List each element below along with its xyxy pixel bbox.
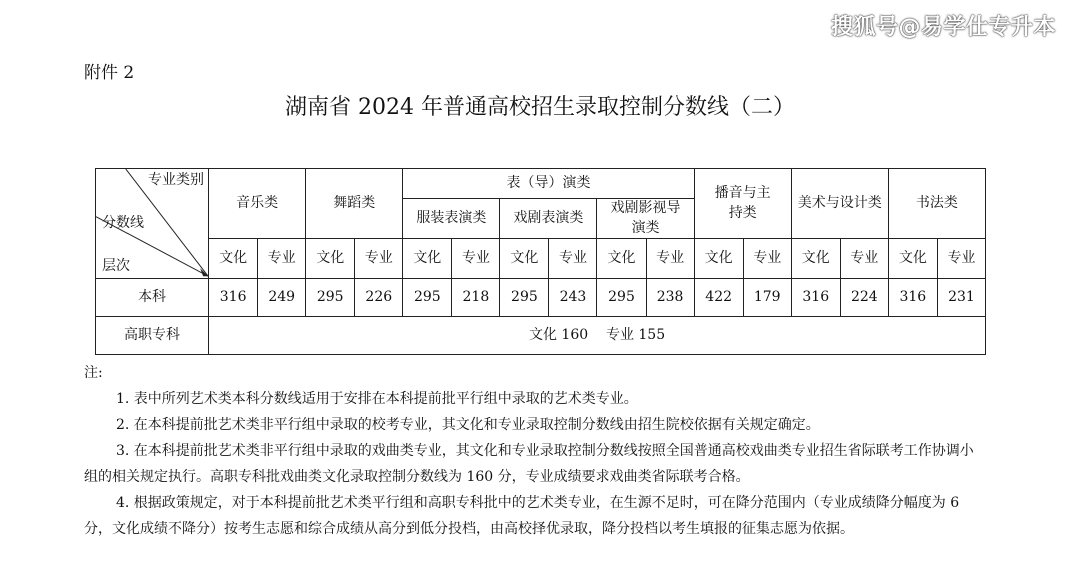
score-cell: 295 [597, 279, 646, 317]
subheader-wenhua: 文化 [306, 239, 355, 279]
header-film-line1: 戏剧影视导 [610, 200, 681, 216]
header-dance: 舞蹈类 [306, 169, 403, 239]
table-row-bachelor [96, 279, 986, 317]
row-label-vocational: 高职专科 [96, 317, 209, 355]
subheader-row [96, 239, 986, 279]
diagonal-header-cell [96, 169, 209, 279]
score-cell: 249 [258, 279, 306, 317]
score-cell: 295 [500, 279, 549, 317]
subheader-zhuanye: 专业 [549, 239, 597, 279]
notes-heading: 注: [84, 365, 103, 381]
score-table [95, 168, 986, 355]
note-item-2: 2. 在本科提前批艺术类非平行组中录取的校考专业，其文化和专业录取控制分数线由招生院校依据有关规定确定。 [116, 417, 820, 433]
score-cell: 243 [549, 279, 597, 317]
diag-label-level: 层次 [102, 258, 130, 274]
table-row-vocational [96, 317, 986, 355]
score-cell: 224 [840, 279, 888, 317]
subheader-wenhua: 文化 [209, 239, 258, 279]
score-cell: 295 [403, 279, 452, 317]
subheader-zhuanye: 专业 [258, 239, 306, 279]
header-music: 音乐类 [209, 169, 306, 239]
score-cell: 218 [452, 279, 500, 317]
header-costume: 服装表演类 [403, 199, 500, 239]
subheader-wenhua: 文化 [694, 239, 743, 279]
subheader-zhuanye: 专业 [937, 239, 985, 279]
subheader-wenhua: 文化 [597, 239, 646, 279]
score-cell: 295 [306, 279, 355, 317]
attachment-label: 附件 2 [84, 63, 135, 83]
subheader-wenhua: 文化 [403, 239, 452, 279]
score-cell: 422 [694, 279, 743, 317]
subheader-zhuanye: 专业 [355, 239, 403, 279]
notes-section [84, 360, 984, 542]
header-fine-arts: 美术与设计类 [791, 169, 888, 239]
subheader-zhuanye: 专业 [452, 239, 500, 279]
subheader-wenhua: 文化 [888, 239, 937, 279]
subheader-wenhua: 文化 [500, 239, 549, 279]
score-cell: 231 [937, 279, 985, 317]
header-broadcast [694, 169, 791, 239]
vocational-score: 文化 160 专业 155 [209, 317, 986, 355]
diag-label-category: 专业类别 [148, 172, 204, 188]
header-performance: 表（导）演类 [403, 169, 694, 199]
note-item-4: 4. 根据政策规定，对于本科提前批艺术类平行组和高职专科批中的艺术类专业，在生源不足时，可在降分范围内（专业成绩降分幅度为 6 分，文化成绩不降分）按考生志愿和综合成绩从高分到低分投档，由高校择优录取，降分投档以考生填报的征集志愿为依据。 [84, 495, 960, 537]
note-item-3: 3. 在本科提前批艺术类非平行组中录取的戏曲类专业，其文化和专业录取控制分数线按照全国普通高校戏曲类专业招生省际联考工作协调小组的相关规定执行。高职专科批戏曲类文化录取控制分数线为 160 分，专业成绩要求戏曲类省际联考合格。 [84, 443, 974, 485]
score-cell: 226 [355, 279, 403, 317]
score-cell: 316 [888, 279, 937, 317]
header-broadcast-line2: 持类 [728, 204, 757, 221]
row-label-bachelor: 本科 [96, 279, 209, 317]
subheader-zhuanye: 专业 [646, 239, 694, 279]
score-cell: 238 [646, 279, 694, 317]
watermark: 搜狐号@易学仕专升本 [830, 15, 1056, 40]
score-cell: 179 [743, 279, 791, 317]
header-drama: 戏剧表演类 [500, 199, 597, 239]
subheader-zhuanye: 专业 [840, 239, 888, 279]
header-film [597, 199, 694, 239]
diag-label-score: 分数线 [102, 215, 144, 231]
header-film-line2: 演类 [631, 219, 660, 236]
subheader-wenhua: 文化 [791, 239, 840, 279]
note-item-1: 1. 表中所列艺术类本科分数线适用于安排在本科提前批平行组中录取的艺术类专业。 [116, 391, 638, 407]
page-title: 湖南省 2024 年普通高校招生录取控制分数线（二） [285, 95, 795, 120]
header-broadcast-line1: 播音与主 [714, 185, 771, 201]
subheader-zhuanye: 专业 [743, 239, 791, 279]
score-cell: 316 [791, 279, 840, 317]
score-cell: 316 [209, 279, 258, 317]
header-calligraphy: 书法类 [888, 169, 985, 239]
